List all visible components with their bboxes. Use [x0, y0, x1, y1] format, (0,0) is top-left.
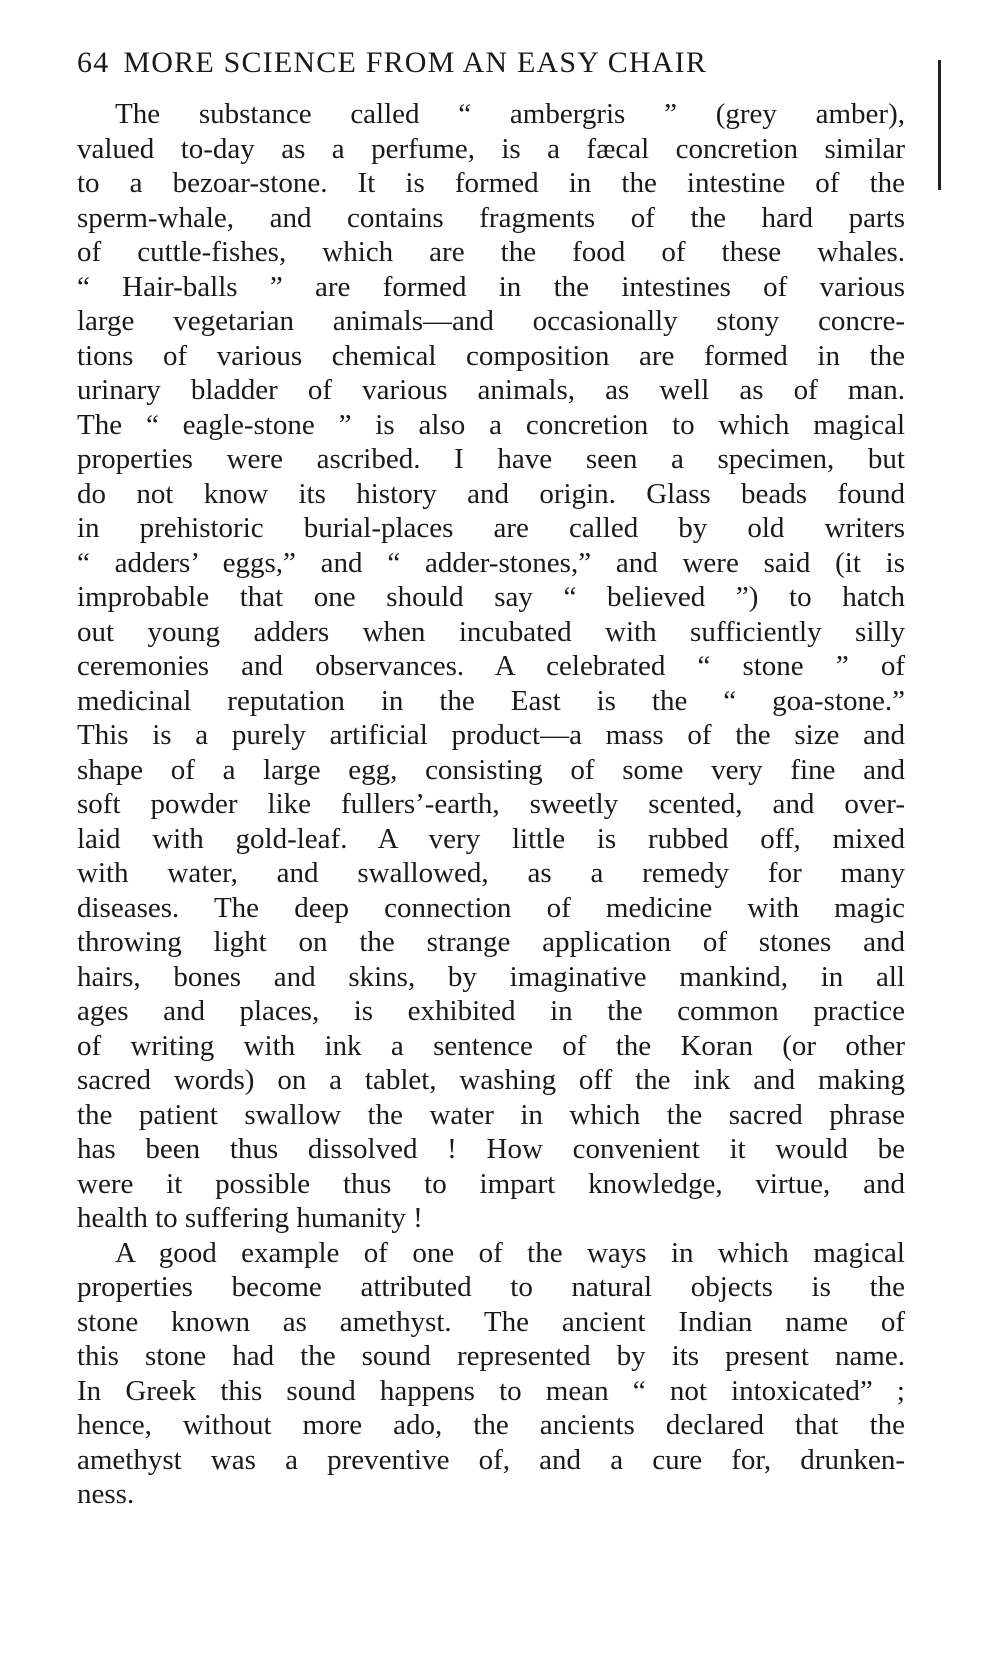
- text-line: properties become attributed to natural objects is the: [77, 1271, 905, 1303]
- text-line: laid with gold-leaf. A very little is rubbed off, mixed: [77, 822, 905, 855]
- text-line: health to suffering humanity !: [77, 1202, 423, 1234]
- page-number: 64: [77, 46, 110, 79]
- text-line: hence, without more ado, the ancients declared that the: [77, 1409, 905, 1441]
- text-line: throwing light on the strange application of stones and: [77, 926, 905, 958]
- text-line: ness.: [77, 1478, 135, 1510]
- text-line: sacred words) on a tablet, washing off the ink and making: [77, 1064, 905, 1096]
- text-line: In Greek this sound happens to mean “ not intoxicated” ;: [77, 1374, 905, 1407]
- text-line: out young adders when incubated with sufficiently silly: [77, 615, 905, 648]
- text-line: stone known as amethyst. The ancient Indian name of: [77, 1305, 905, 1338]
- text-line: were it possible thus to impart knowledge, virtue, and: [77, 1167, 905, 1200]
- text-line: to a bezoar-stone. It is formed in the intestine of the: [77, 167, 905, 199]
- paragraph: [77, 97, 905, 1236]
- page-body: [77, 97, 905, 1512]
- text-line: valued to-day as a perfume, is a fæcal concretion similar: [77, 132, 905, 165]
- text-line: of writing with ink a sentence of the Koran (or other: [77, 1029, 905, 1062]
- text-line: hairs, bones and skins, by imaginative mankind, in all: [77, 960, 905, 993]
- text-line: tions of various chemical composition are formed in the: [77, 339, 905, 372]
- text-line: ceremonies and observances. A celebrated “ stone ” of: [77, 650, 905, 682]
- text-line: of cuttle-fishes, which are the food of these whales.: [77, 236, 905, 268]
- text-line: urinary bladder of various animals, as well as of man.: [77, 374, 905, 406]
- text-line: The substance called “ ambergris ” (grey amber),: [115, 98, 905, 130]
- text-line: in prehistoric burial-places are called by old writers: [77, 512, 905, 544]
- paragraph: [77, 1236, 905, 1512]
- text-line: “ Hair-balls ” are formed in the intestines of various: [77, 270, 905, 303]
- text-line: “ adders’ eggs,” and “ adder-stones,” and were said (it is: [77, 546, 905, 579]
- text-line: shape of a large egg, consisting of some very fine and: [77, 753, 905, 786]
- text-line: This is a purely artificial product—a mass of the size and: [77, 719, 905, 751]
- text-line: the patient swallow the water in which the sacred phrase: [77, 1098, 905, 1131]
- text-line: large vegetarian animals—and occasionally stony concre-: [77, 305, 905, 337]
- text-line: soft powder like fullers’-earth, sweetly scented, and over-: [77, 788, 905, 820]
- text-line: this stone had the sound represented by its present name.: [77, 1340, 905, 1372]
- text-line: has been thus dissolved ! How convenient it would be: [77, 1133, 905, 1165]
- text-line: properties were ascribed. I have seen a specimen, but: [77, 443, 905, 475]
- text-line: amethyst was a preventive of, and a cure for, drunken-: [77, 1443, 905, 1476]
- text-line: diseases. The deep connection of medicine with magic: [77, 891, 905, 924]
- text-line: improbable that one should say “ believed ”) to hatch: [77, 581, 905, 613]
- text-line: A good example of one of the ways in which magical: [115, 1236, 905, 1269]
- text-line: The “ eagle-stone ” is also a concretion to which magical: [77, 408, 905, 441]
- running-title: MORE SCIENCE FROM AN EASY CHAIR: [123, 46, 708, 79]
- text-line: medicinal reputation in the East is the “ goa-stone.”: [77, 684, 905, 717]
- text-line: ages and places, is exhibited in the common practice: [77, 995, 905, 1027]
- text-line: do not know its history and origin. Glass beads found: [77, 477, 905, 510]
- text-line: sperm-whale, and contains fragments of the hard parts: [77, 201, 905, 234]
- text-line: with water, and swallowed, as a remedy for many: [77, 857, 905, 889]
- running-header: [77, 46, 877, 80]
- scan-edge-mark: [938, 60, 941, 190]
